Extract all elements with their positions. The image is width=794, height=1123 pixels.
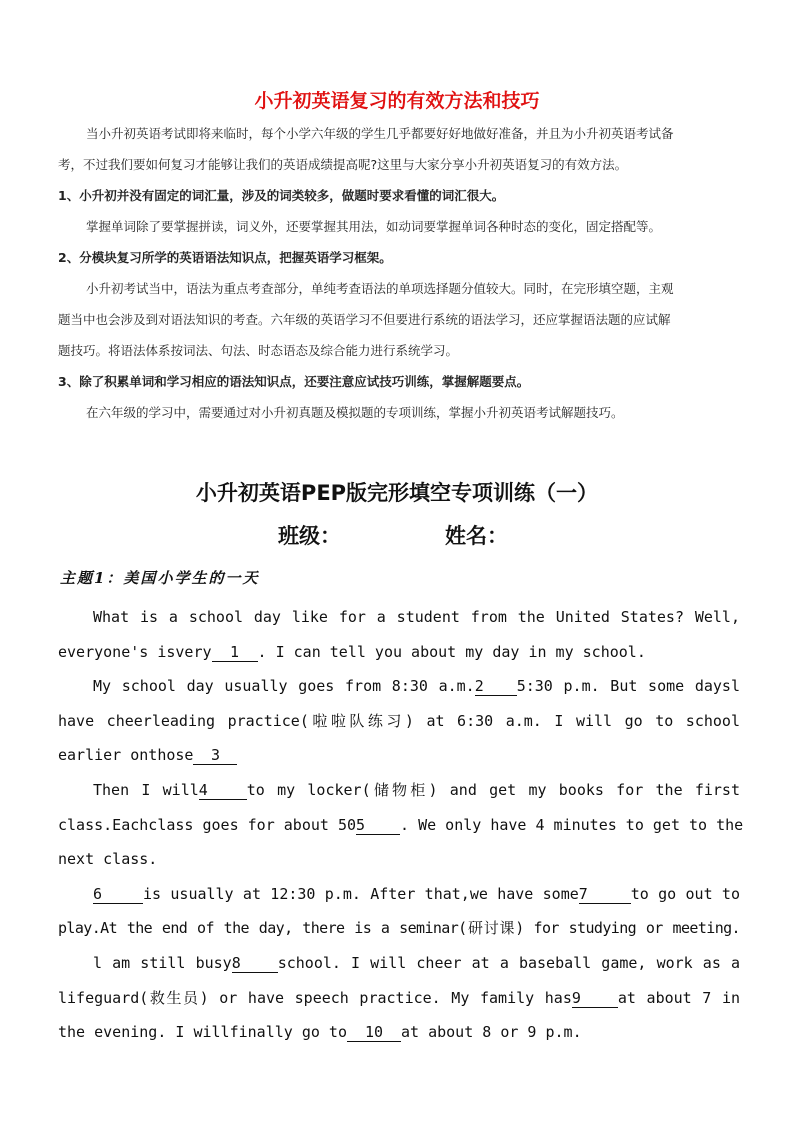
passage-line [58, 842, 740, 877]
passage-text: is usually at 12:30 p.m. After that,we have some [143, 884, 579, 903]
passage-text: at about 7 in [617, 988, 740, 1007]
intro-paragraph-3-cont2 [58, 335, 740, 366]
blank-1: 1 [212, 643, 258, 662]
blank-4: 4 [199, 781, 247, 800]
blank-5: 5 [356, 816, 400, 835]
passage-line [58, 877, 740, 912]
blank-6: 6 [93, 885, 143, 904]
passage-text: . I can tell you about my day in my school. [257, 642, 646, 661]
intro-heading-1: 1、小升初并没有固定的词汇量，涉及的词类较多，做题时要求看懂的词汇很大。 [58, 188, 505, 203]
passage-text: next class. [58, 850, 158, 869]
intro-paragraph-4: 在六年级的学习中，需要通过对小升初真题及模拟题的专项训练，掌握小升初英语考试解题技巧。 [86, 405, 624, 420]
passage-text: What is a school day like for a student from the United States? Well, [93, 608, 740, 626]
intro-heading-3: 3、除了积累单词和学习相应的语法知识点，还要注意应试技巧训练，掌握解题要点。 [58, 374, 530, 389]
name-label: 姓名： [445, 524, 508, 548]
passage-text: everyone's isvery [58, 642, 212, 661]
passage-text: . We only have 4 minutes to get to the [400, 815, 744, 834]
blank-9: 9 [572, 989, 618, 1008]
intro-p3-line1: 小升初考试当中，语法为重点考查部分，单纯考查语法的单项选择题分值较大。同时，在完形填空题，主观 [86, 281, 674, 296]
intro-p3-line2: 题当中也会涉及到对语法知识的考查。六年级的英语学习不但要进行系统的语法学习，还应掌握语法题的应试解 [58, 312, 671, 327]
blank-2: 2 [475, 677, 517, 696]
passage-text: to go out to [630, 884, 740, 903]
passage-line [58, 669, 740, 704]
passage-text: Then I will [93, 780, 199, 799]
blank-10: 10 [347, 1023, 401, 1042]
passage-text: have cheerleading practice(啦啦队练习) at 6:30 a.m. I will go to school [58, 711, 740, 730]
passage-text: the evening. I willfinally go to [58, 1023, 347, 1042]
intro-p1-line2: 考，不过我们要如何复习才能够让我们的英语成绩提高呢?这里与大家分享小升初英语复习的有效方法。 [58, 157, 628, 172]
intro-p3-line3: 题技巧。将语法体系按词法、句法、时态语态及综合能力进行系统学习。 [58, 343, 459, 358]
passage-text: l am still busy [93, 953, 232, 972]
blank-3: 3 [193, 746, 237, 765]
passage-line [58, 1015, 740, 1050]
intro-p1-line1: 当小升初英语考试即将来临时，每个小学六年级的学生几乎都要好好地做好准备，并且为小升初英语考试备 [86, 126, 674, 141]
passage-line [58, 946, 740, 981]
intro-paragraph-3-cont [58, 304, 740, 335]
passage-text: 5:30 p.m. But some daysl [516, 677, 740, 696]
passage-line [58, 911, 740, 946]
exercise-title: 小升初英语PEP版完形填空专项训练（一） [195, 481, 599, 505]
passage-text: at about 8 or 9 p.m. [400, 1023, 582, 1042]
intro-paragraph-2: 掌握单词除了要掌握拼读，词义外，还要掌握其用法，如动词要掌握单词各种时态的变化，固定搭配等。 [86, 219, 662, 234]
passage-text: school. I will cheer at a baseball game, work as a [277, 953, 740, 972]
passage-line [58, 600, 740, 635]
passage-line [58, 773, 740, 808]
passage-line [58, 981, 740, 1016]
blank-7: 7 [579, 885, 631, 904]
passage-line [58, 635, 740, 670]
class-label: 班级： [278, 524, 341, 548]
intro-paragraph-1 [58, 118, 740, 149]
passage-text: to my locker(储物柜) and get my books for the first [246, 780, 740, 799]
theme-heading: 主题1：美国小学生的一天 [60, 569, 260, 587]
article-title: 小升初英语复习的有效方法和技巧 [254, 90, 540, 112]
blank-8: 8 [232, 954, 278, 973]
intro-paragraph-1-cont [58, 149, 740, 180]
intro-section [58, 118, 740, 428]
passage-text: class.Eachclass goes for about 50 [58, 815, 357, 834]
cloze-passage [58, 600, 744, 1050]
passage-text: lifeguard(救生员) or have speech practice. My family has [58, 988, 572, 1007]
passage-text: earlier onthose [58, 746, 194, 765]
passage-line [58, 738, 740, 773]
passage-text: play.At the end of the day, there is a seminar(研讨课) for studying or meeting. [58, 919, 740, 938]
passage-text: My school day usually goes from 8:30 a.m. [93, 677, 475, 696]
passage-line [58, 704, 740, 739]
intro-heading-2: 2、分模块复习所学的英语语法知识点，把握英语学习框架。 [58, 250, 392, 265]
passage-line [58, 808, 744, 843]
intro-paragraph-3 [58, 273, 740, 304]
